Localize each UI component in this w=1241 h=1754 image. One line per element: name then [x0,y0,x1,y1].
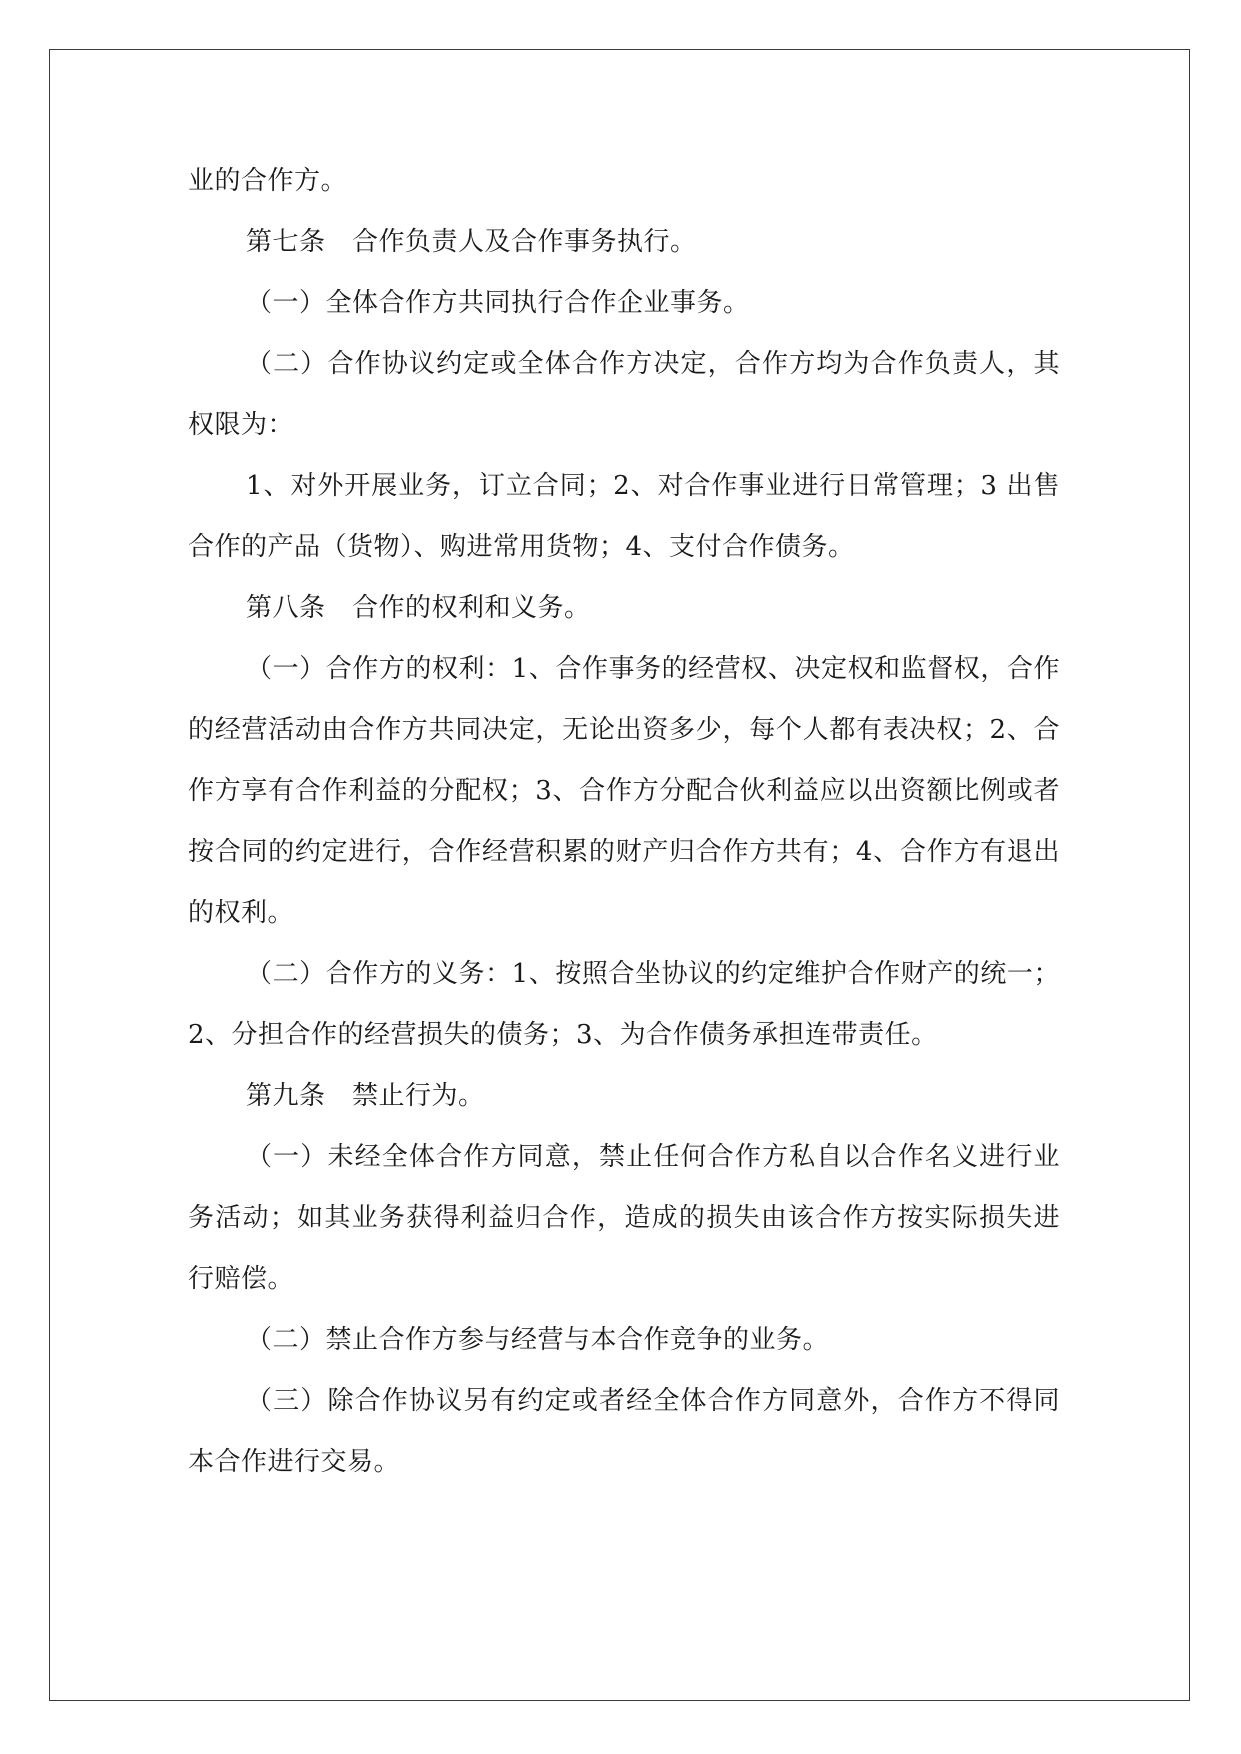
article-7-clause-1: （一）全体合作方共同执行合作企业事务。 [246,288,750,318]
article-7-clause-2: （二）合作协议约定或全体合作方决定，合作方均为合作负责人，其权限为： [188,349,1060,440]
article-9-clause-3: （三）除合作协议另有约定或者经全体合作方同意外，合作方不得同本合作进行交易。 [188,1386,1060,1477]
paragraph-continuation: 业的合作方。 [188,166,348,196]
article-9-heading: 第九条 禁止行为。 [246,1081,485,1111]
article-7-powers-list: 1、对外开展业务，订立合同；2、对合作事业进行日常管理；3 出售合作的产品（货物）、购进常用货物；4、支付合作债务。 [188,471,1060,562]
article-8-heading: 第八条 合作的权利和义务。 [246,593,591,623]
article-9-clause-2: （二）禁止合作方参与经营与本合作竞争的业务。 [246,1325,830,1355]
article-7-heading: 第七条 合作负责人及合作事务执行。 [246,227,697,257]
article-9-clause-1: （一）未经全体合作方同意，禁止任何合作方私自以合作名义进行业务活动；如其业务获得利益归合作，造成的损失由该合作方按实际损失进行赔偿。 [188,1142,1060,1294]
document-body [188,151,1060,1493]
article-8-clause-2: （二）合作方的义务：1、按照合坐协议的约定维护合作财产的统一；2、分担合作的经营损失的债务；3、为合作债务承担连带责任。 [188,959,1060,1050]
article-8-clause-1: （一）合作方的权利：1、合作事务的经营权、决定权和监督权，合作的经营活动由合作方共同决定，无论出资多少，每个人都有表决权；2、合作方享有合作利益的分配权；3、合作方分配合伙利益应以出资额比例或者按合同的约定进行，合作经营积累的财产归合作方共有；4、合作方有退出的权利。 [188,654,1060,928]
